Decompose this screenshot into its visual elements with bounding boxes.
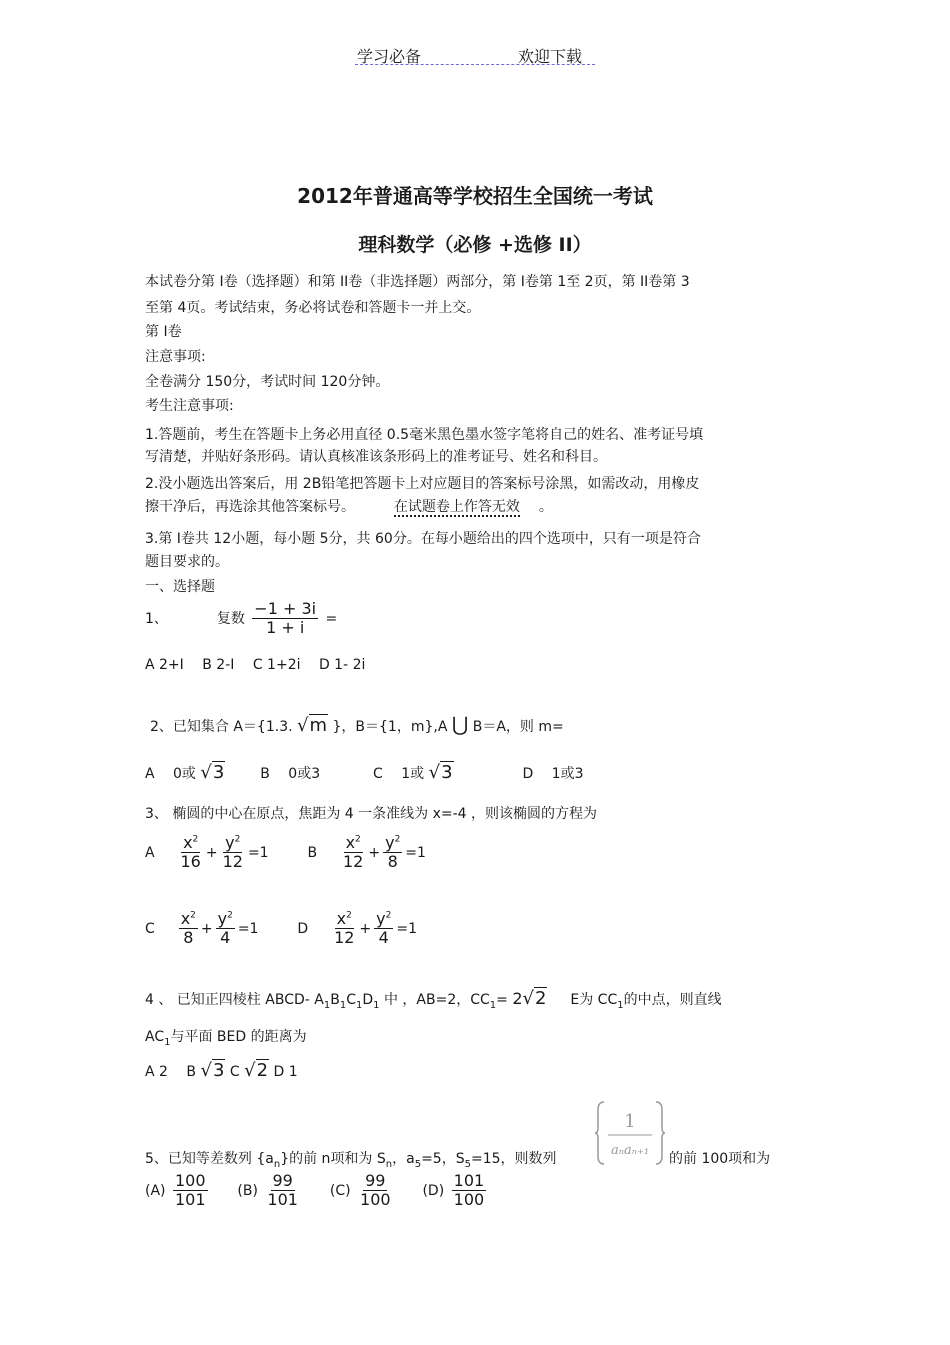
sqrt-3-q4: √3: [200, 1060, 225, 1081]
exp-2: 2: [346, 910, 352, 921]
q4-stem-e: 的中点，则直线: [623, 992, 722, 1008]
q4-stem-d: E为 CC: [570, 992, 618, 1008]
note-2a: 2.没小题选出答案后，用 2B铅笔把答题卡上对应题目的答案标号涂黑，如需改动，用橡皮: [145, 476, 700, 492]
note-2b-end: 。: [538, 499, 553, 515]
var-x: x: [183, 833, 193, 852]
note-3a: 3.第 I卷共 12小题，每小题 5分，共 60分。在每小题给出的四个选项中，只有一项是符合: [145, 531, 701, 547]
q4-stem-c: =: [496, 992, 508, 1008]
q2-stem-b: }，B＝{1，m},A: [332, 719, 448, 735]
q2-option-c: C 1或: [373, 766, 425, 782]
q5-frac-a: [173, 1172, 208, 1210]
question-3: 3、 椭圆的中心在原点，焦距为 4 一条准线为 x=-4 ，则该椭圆的方程为: [145, 806, 598, 822]
q3-label-c: C: [145, 920, 155, 937]
q5-label-c: (C): [329, 1182, 351, 1199]
intro-line-3: 第 I卷: [145, 324, 182, 340]
q5-stem-b: }的前 n项和为 S: [280, 1151, 386, 1167]
q1-equals: =: [325, 610, 338, 627]
q2-stem-c: B＝A，则 m=: [472, 719, 564, 735]
subscript: 5: [414, 1158, 422, 1170]
seq-denominator: aₙaₙ₊₁: [610, 1143, 650, 1158]
q3-c-den-y: 4: [220, 928, 231, 948]
q3-c-frac-y: [216, 910, 235, 948]
q4-option-ab: A 2 B: [145, 1064, 196, 1080]
exp-2: 2: [234, 834, 241, 845]
q5-stem-d: =5，S: [421, 1151, 465, 1167]
exp-2: 2: [227, 910, 233, 921]
q3-c-den-x: 8: [183, 928, 194, 948]
q3-d-frac-y: [374, 910, 393, 948]
q5-frac-d: [452, 1172, 487, 1210]
question-4-line-2: [145, 1026, 307, 1048]
note-1a: 1.答题前，考生在答题卡上务必用直径 0.5毫米黑色墨水签字笔将自己的姓名、准考证号填: [145, 427, 704, 443]
q2-option-d: D 1或3: [522, 766, 584, 782]
q3-d-den-x: 12: [334, 928, 355, 948]
question-2: [150, 712, 564, 736]
q3-a-den-y: 12: [222, 852, 243, 872]
q3-b-den-y: 8: [387, 852, 398, 872]
note-2b: [145, 496, 553, 516]
q1-numerator: −1 + 3i: [254, 599, 317, 618]
q5-a-num: 100: [174, 1171, 206, 1190]
sqrt-3-a: √3: [200, 762, 225, 783]
q5-stem-a: 5、已知等差数列 {a: [145, 1151, 274, 1167]
q4-stem-a: 4 、 已知正四棱柱 ABCD- A: [145, 992, 324, 1008]
exp-2: 2: [190, 910, 196, 921]
q5-frac-b: [265, 1172, 300, 1210]
q5-label-b: (B): [237, 1182, 258, 1199]
var-y: y: [376, 909, 386, 928]
note-2b-emphasis: 在试题卷上作答无效: [393, 499, 520, 515]
sqrt-2-q4-radicand: 2: [256, 1060, 269, 1081]
q4-options: [145, 1060, 298, 1081]
sqrt-3-c-radicand: 3: [441, 762, 453, 783]
q5-stem-e: =15，则数列: [470, 1151, 557, 1167]
q5-b-num: 99: [272, 1171, 293, 1190]
sqrt-m-radicand: m: [309, 715, 328, 736]
plus-sign: +: [368, 844, 381, 861]
subscript: 1: [323, 999, 331, 1011]
question-1: [145, 600, 337, 638]
sqrt-3-q4-radicand: 3: [212, 1060, 225, 1081]
note-3b: 题目要求的。: [145, 554, 229, 570]
subscript: 1: [489, 999, 497, 1011]
intro-line-6: 考生注意事项:: [145, 398, 234, 414]
sqrt-m: √m: [297, 715, 328, 736]
q2-option-a: A 0或: [145, 766, 196, 782]
section-heading: 一、选择题: [145, 579, 215, 595]
var-x: x: [336, 909, 347, 928]
q5-d-num: 101: [453, 1171, 485, 1190]
note-1b: 写清楚，并贴好条形码。请认真核准该条形码上的准考证号、姓名和科目。: [145, 449, 607, 465]
var-x: x: [180, 909, 191, 928]
q5-a-den: 101: [174, 1190, 206, 1210]
seq-numerator: 1: [624, 1111, 636, 1132]
q5-d-den: 100: [453, 1190, 485, 1210]
q2-options: [145, 762, 584, 783]
sqrt-2: √2: [522, 988, 547, 1009]
subscript: n: [385, 1158, 393, 1170]
plus-sign: +: [359, 920, 372, 937]
q5-b-den: 101: [267, 1190, 298, 1210]
equals-one: =1: [247, 844, 269, 861]
q1-stem: 复数: [216, 610, 245, 627]
q2-stem-a: 2、已知集合 A＝{1.3.: [150, 719, 293, 735]
q3-c-frac-x: [179, 910, 198, 948]
sqrt-3-a-radicand: 3: [212, 762, 225, 783]
exp-2: 2: [385, 910, 392, 921]
q3-a-frac-y: [221, 834, 245, 872]
q2-option-b: B 0或3: [260, 766, 321, 782]
q5-stem-end: 的前 100项和为: [669, 1151, 771, 1167]
sqrt-2-q4: √2: [244, 1060, 269, 1081]
q5-label-a: (A): [145, 1182, 166, 1199]
plus-sign: +: [205, 844, 218, 861]
var-y: y: [225, 833, 235, 852]
note-2b-text: 擦干净后，再选涂其他答案标号。: [145, 499, 355, 515]
q4-option-c: C: [229, 1064, 240, 1080]
q5-options: [145, 1172, 489, 1210]
exam-subtitle: 理科数学（必修 +选修 II）: [358, 234, 592, 256]
subscript: 1: [339, 999, 347, 1011]
q3-label-b: B: [307, 844, 318, 861]
header-divider: [355, 64, 595, 65]
intro-line-4: 注意事项:: [145, 349, 206, 365]
q4-line-2: 与平面 BED 的距离为: [170, 1029, 307, 1045]
q3-a-den-x: 16: [180, 852, 201, 872]
q4-ac: AC: [145, 1029, 165, 1045]
q3-options-ab: [145, 834, 426, 872]
q1-options: A 2+I B 2-I C 1+2i D 1- 2i: [145, 657, 366, 673]
equals-one: =1: [405, 844, 426, 861]
union-symbol: ⋃: [451, 712, 469, 736]
sqrt-3-c: √3: [428, 762, 453, 783]
q5-c-den: 100: [360, 1190, 391, 1210]
var-y: y: [385, 833, 395, 852]
intro-line-2: 至第 4页。考试结束，务必将试卷和答题卡一并上交。: [145, 300, 481, 316]
question-4: [145, 988, 722, 1011]
q1-fraction: [252, 600, 318, 638]
exp-2: 2: [192, 834, 199, 845]
q3-b-frac-y: [383, 834, 402, 872]
q3-d-den-y: 4: [378, 928, 389, 948]
plus-sign: +: [200, 920, 213, 937]
subscript: 5: [464, 1158, 471, 1170]
q5-c-num: 99: [365, 1171, 386, 1190]
q1-number: 1、: [145, 610, 168, 627]
q5-label-d: (D): [422, 1182, 445, 1199]
equals-one: =1: [396, 920, 417, 937]
sequence-formula-image: [594, 1100, 666, 1166]
q4-stem-b: 中 ，AB=2，CC: [383, 992, 490, 1008]
sqrt-2-radicand: 2: [535, 988, 547, 1009]
equals-one: =1: [237, 920, 259, 937]
q3-label-a: A: [145, 844, 155, 861]
exp-2: 2: [394, 834, 401, 845]
q3-d-frac-x: [332, 910, 356, 948]
subscript: 1: [355, 999, 363, 1011]
var-y: y: [217, 909, 228, 928]
q5-frac-c: [358, 1172, 393, 1210]
q3-b-den-x: 12: [343, 852, 364, 872]
q4-vertex-b: B: [330, 992, 340, 1008]
exam-title: 2012年普通高等学校招生全国统一考试: [297, 184, 653, 208]
q3-a-frac-x: [178, 834, 202, 872]
q4-vertex-c: C: [346, 992, 356, 1008]
q4-vertex-d: D: [362, 992, 374, 1008]
intro-line-5: 全卷满分 150分，考试时间 120分钟。: [145, 374, 390, 390]
subscript: 1: [373, 999, 380, 1011]
header-right: 欢迎下载: [518, 47, 583, 66]
header-left: 学习必备: [357, 47, 422, 66]
subscript: n: [273, 1158, 281, 1170]
q5-stem-c: ，a: [392, 1151, 415, 1167]
q4-option-d: D 1: [273, 1064, 298, 1080]
q3-b-frac-x: [341, 834, 365, 872]
exp-2: 2: [355, 834, 361, 845]
subscript: 1: [164, 1036, 171, 1048]
q1-denominator: 1 + i: [266, 618, 305, 638]
var-x: x: [345, 833, 356, 852]
q3-label-d: D: [297, 920, 309, 937]
question-5: [145, 1148, 557, 1170]
intro-line-1: 本试卷分第 I卷（选择题）和第 II卷（非选择题）两部分，第 I卷第 1至 2页，第 II卷第 3: [145, 274, 690, 290]
q3-options-cd: [145, 910, 417, 948]
q4-coefficient: 2: [512, 989, 523, 1008]
subscript: 1: [617, 999, 624, 1011]
